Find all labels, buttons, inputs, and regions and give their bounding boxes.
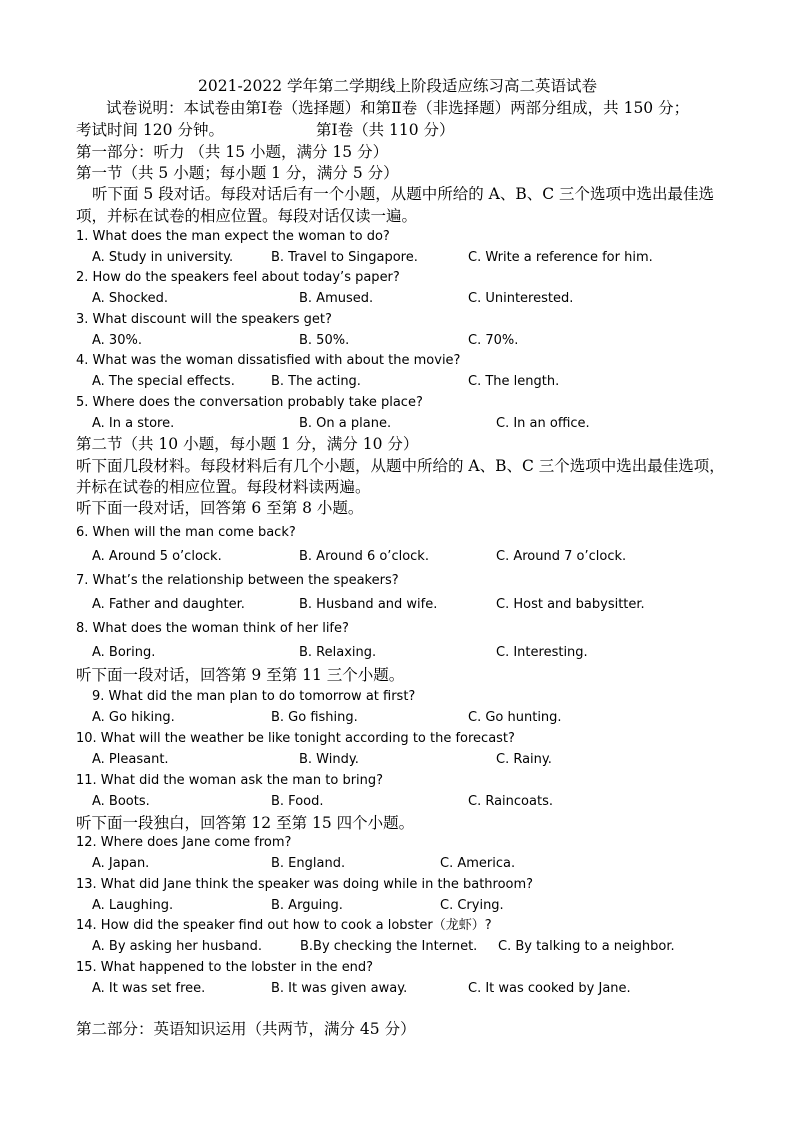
option-4a[interactable]: A. The special effects. <box>92 374 235 389</box>
question-15: 15. What happened to the lobster in the end? <box>76 960 374 975</box>
option-12c[interactable]: C. America. <box>440 856 516 871</box>
option-4b[interactable]: B. The acting. <box>271 374 361 389</box>
option-8b[interactable]: B. Relaxing. <box>299 645 377 660</box>
option-2a[interactable]: A. Shocked. <box>92 291 168 306</box>
question-1: 1. What does the man expect the woman to do? <box>76 229 390 244</box>
question-8: 8. What does the woman think of her life? <box>76 621 349 636</box>
question-14: 14. How did the speaker find out how to cook a lobster（龙虾）? <box>76 918 492 933</box>
option-9b[interactable]: B. Go fishing. <box>271 710 358 725</box>
question-3: 3. What discount will the speakers get? <box>76 312 332 327</box>
option-7b[interactable]: B. Husband and wife. <box>299 597 438 612</box>
section1-instruction-2: 项，并标在试卷的相应位置。每段对话仅读一遍。 <box>76 207 418 225</box>
option-13b[interactable]: B. Arguing. <box>271 898 343 913</box>
section2-instruction-2: 并标在试卷的相应位置。每段材料读两遍。 <box>76 478 371 496</box>
option-1a[interactable]: A. Study in university. <box>92 250 234 265</box>
question-11: 11. What did the woman ask the man to bring? <box>76 773 384 788</box>
option-12a[interactable]: A. Japan. <box>92 856 150 871</box>
option-6b[interactable]: B. Around 6 o’clock. <box>299 549 429 564</box>
option-11b[interactable]: B. Food. <box>271 794 324 809</box>
question-4: 4. What was the woman dissatisfied with about the movie? <box>76 353 461 368</box>
option-14a[interactable]: A. By asking her husband. <box>92 939 262 954</box>
option-3c[interactable]: C. 70%. <box>468 333 519 348</box>
option-4c[interactable]: C. The length. <box>468 374 560 389</box>
section1-heading: 第一节（共 5 小题；每小题 1 分，满分 5 分） <box>76 164 399 182</box>
exam-intro-time: 考试时间 120 分钟。 <box>76 121 224 139</box>
question-6: 6. When will the man come back? <box>76 525 296 540</box>
option-15a[interactable]: A. It was set free. <box>92 981 206 996</box>
option-7c[interactable]: C. Host and babysitter. <box>496 597 645 612</box>
question-5: 5. Where does the conversation probably take place? <box>76 395 423 410</box>
option-7a[interactable]: A. Father and daughter. <box>92 597 245 612</box>
exam-title: 2021-2022 学年第二学期线上阶段适应练习高二英语试卷 <box>198 77 598 95</box>
exam-intro-line1: 试卷说明：本试卷由第Ⅰ卷（选择题）和第Ⅱ卷（非选择题）两部分组成，共 150 分； <box>106 99 690 117</box>
option-5b[interactable]: B. On a plane. <box>299 416 392 431</box>
option-11a[interactable]: A. Boots. <box>92 794 150 809</box>
option-9a[interactable]: A. Go hiking. <box>92 710 175 725</box>
option-15b[interactable]: B. It was given away. <box>271 981 408 996</box>
option-12b[interactable]: B. England. <box>271 856 346 871</box>
volume-one-heading: 第Ⅰ卷（共 110 分） <box>316 121 455 139</box>
section2-heading: 第二节（共 10 小题，每小题 1 分，满分 10 分） <box>76 435 419 453</box>
question-10: 10. What will the weather be like tonight according to the forecast? <box>76 731 515 746</box>
question-2: 2. How do the speakers feel about today’s paper? <box>76 270 400 285</box>
option-1c[interactable]: C. Write a reference for him. <box>468 250 653 265</box>
option-8c[interactable]: C. Interesting. <box>496 645 588 660</box>
option-10b[interactable]: B. Windy. <box>299 752 359 767</box>
option-15c[interactable]: C. It was cooked by Jane. <box>468 981 631 996</box>
option-9c[interactable]: C. Go hunting. <box>468 710 562 725</box>
question-9: 9. What did the man plan to do tomorrow at first? <box>92 689 416 704</box>
option-8a[interactable]: A. Boring. <box>92 645 156 660</box>
option-2c[interactable]: C. Uninterested. <box>468 291 574 306</box>
option-3a[interactable]: A. 30%. <box>92 333 142 348</box>
option-5c[interactable]: C. In an office. <box>496 416 590 431</box>
option-3b[interactable]: B. 50%. <box>299 333 350 348</box>
section2-instruction-1: 听下面几段材料。每段材料后有几个小题，从题中所给的 A、B、C 三个选项中选出最佳选项， <box>76 457 725 475</box>
option-14b[interactable]: B.By checking the Internet. <box>300 939 478 954</box>
section1-instruction-1: 听下面 5 段对话。每段对话后有一个小题，从题中所给的 A、B、C 三个选项中选出最佳选 <box>92 185 715 203</box>
option-1b[interactable]: B. Travel to Singapore. <box>271 250 418 265</box>
part1-heading: 第一部分：听力 （共 15 小题，满分 15 分） <box>76 143 389 161</box>
group1-instruction: 听下面一段对话，回答第 6 至第 8 小题。 <box>76 499 364 517</box>
question-7: 7. What’s the relationship between the speakers? <box>76 573 399 588</box>
option-13a[interactable]: A. Laughing. <box>92 898 174 913</box>
part2-heading: 第二部分：英语知识运用（共两节，满分 45 分） <box>76 1020 416 1038</box>
group3-instruction: 听下面一段独白，回答第 12 至第 15 四个小题。 <box>76 814 415 832</box>
question-12: 12. Where does Jane come from? <box>76 835 292 850</box>
option-6c[interactable]: C. Around 7 o’clock. <box>496 549 627 564</box>
option-11c[interactable]: C. Raincoats. <box>468 794 553 809</box>
option-14c[interactable]: C. By talking to a neighbor. <box>498 939 675 954</box>
option-6a[interactable]: A. Around 5 o’clock. <box>92 549 222 564</box>
group2-instruction: 听下面一段对话，回答第 9 至第 11 三个小题。 <box>76 666 405 684</box>
option-10a[interactable]: A. Pleasant. <box>92 752 169 767</box>
option-2b[interactable]: B. Amused. <box>299 291 374 306</box>
option-10c[interactable]: C. Rainy. <box>496 752 552 767</box>
question-13: 13. What did Jane think the speaker was doing while in the bathroom? <box>76 877 534 892</box>
option-5a[interactable]: A. In a store. <box>92 416 175 431</box>
option-13c[interactable]: C. Crying. <box>440 898 504 913</box>
